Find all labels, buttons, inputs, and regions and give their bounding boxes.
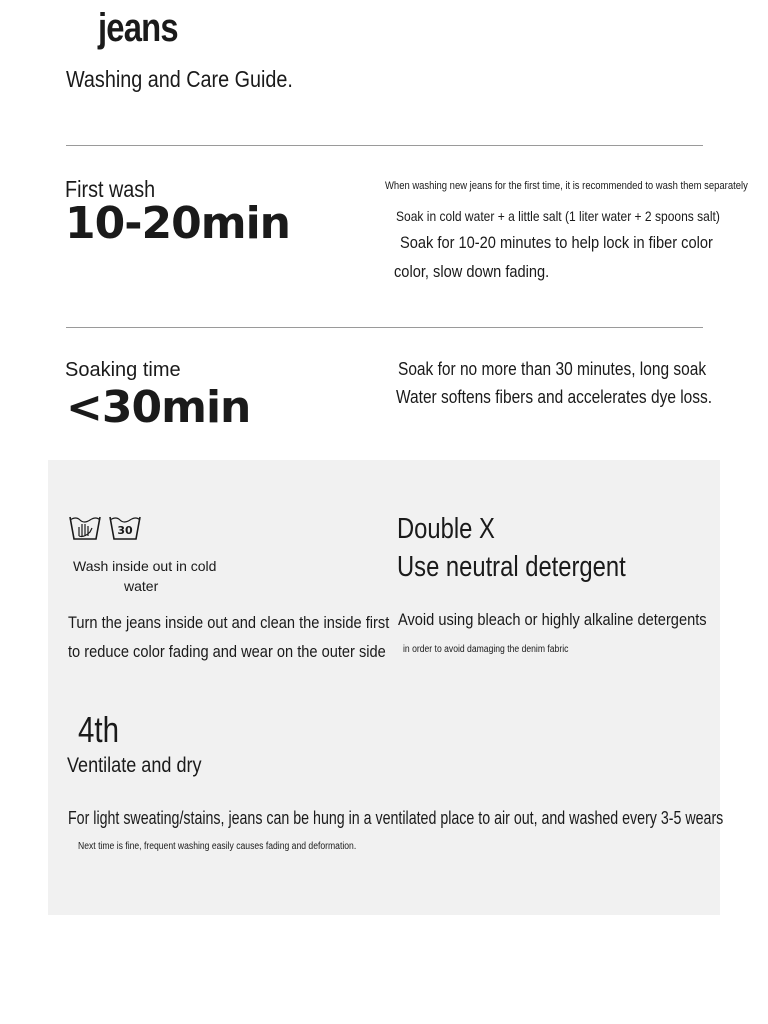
- detergent-note: Avoid using bleach or highly alkaline detergents: [398, 610, 707, 629]
- soaking-time-label: Soaking time: [65, 359, 181, 381]
- soaking-note-line-1: Soak for no more than 30 minutes, long soak: [398, 359, 707, 379]
- divider: [66, 327, 703, 328]
- soaking-time-duration: <30min: [66, 382, 251, 433]
- detergent-note-small: in order to avoid damaging the denim fabric: [403, 644, 569, 655]
- wash-inside-out-title-line-1: Wash inside out in cold: [73, 558, 217, 574]
- divider: [66, 145, 703, 146]
- wash-temperature-label: 30: [117, 524, 133, 537]
- page-subtitle: Washing and Care Guide.: [66, 66, 293, 92]
- first-wash-detail-line-1: Soak for 10-20 minutes to help lock in fiber color: [400, 233, 713, 252]
- soaking-note-line-2: Water softens fibers and accelerates dye loss.: [396, 387, 713, 407]
- wash-inside-out-desc-line-1: Turn the jeans inside out and clean the inside first: [68, 613, 390, 632]
- first-wash-duration: 10-20min: [65, 198, 290, 249]
- wash-30-degrees-icon: [108, 514, 142, 542]
- page-title: jeans: [98, 6, 178, 50]
- first-wash-label: First wash: [65, 176, 156, 202]
- hand-wash-icon: [68, 514, 102, 542]
- first-wash-intro: When washing new jeans for the first time, it is recommended to wash them separately: [385, 180, 748, 192]
- wash-inside-out-title-line-2: water: [124, 578, 159, 594]
- ventilate-note: For light sweating/stains, jeans can be hung in a ventilated place to air out, and washed every 3-5 wears: [68, 808, 724, 828]
- ventilate-note-small: Next time is fine, frequent washing easily causes fading and deformation.: [78, 841, 357, 852]
- first-wash-detail-line-2: color, slow down fading.: [394, 262, 550, 281]
- detergent-heading: Double X: [397, 513, 495, 545]
- ventilate-heading: Ventilate and dry: [67, 754, 202, 777]
- step-number: 4th: [78, 709, 120, 750]
- wash-inside-out-desc-line-2: to reduce color fading and wear on the outer side: [68, 642, 386, 661]
- detergent-subheading: Use neutral detergent: [397, 551, 626, 583]
- first-wash-instruction: Soak in cold water + a little salt (1 liter water + 2 spoons salt): [396, 208, 720, 224]
